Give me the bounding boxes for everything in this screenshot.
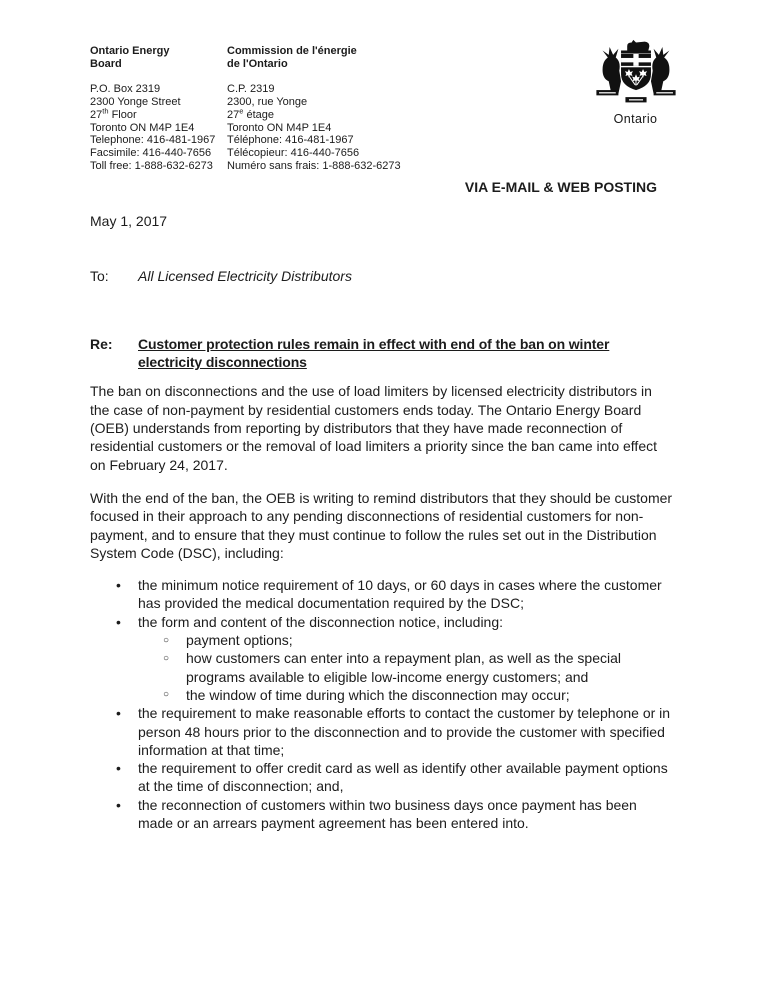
letterhead-english bbox=[90, 45, 215, 173]
address-po-box: P.O. Box 2319 bbox=[90, 82, 161, 95]
ontario-coat-of-arms-icon bbox=[592, 37, 680, 115]
address-facsimile: Télécopieur: 416-440-7656 bbox=[227, 147, 360, 160]
recipient-value: All Licensed Electricity Distributors bbox=[138, 267, 352, 284]
org-name-line1: Ontario Energy bbox=[90, 45, 170, 57]
sub-bullet-list bbox=[138, 631, 673, 704]
address-telephone: Telephone: 416-481-1967 bbox=[90, 134, 216, 147]
address-city: Toronto ON M4P 1E4 bbox=[90, 121, 195, 134]
bullet-list bbox=[90, 576, 673, 832]
sub-bullet-item: ○ the window of time during which the disconnection may occur; bbox=[138, 686, 673, 704]
paragraph-1: The ban on disconnections and the use of load limiters by licensed electricity distributors in the case of non-payment by residential customers ends today. The Ontario Energy Board (OEB) understands from reporting by distributors that they have made reconnection of residential customers or the removal of load limiters a priority since the ban came into effect on February 24, 2017. bbox=[90, 383, 657, 473]
org-name-line2: de l'Ontario bbox=[227, 57, 288, 70]
subject-row bbox=[90, 335, 673, 372]
delivery-method: VIA E-MAIL & WEB POSTING bbox=[464, 179, 657, 195]
letterhead-french bbox=[227, 45, 401, 173]
bullet-item: • the minimum notice requirement of 10 days, or 60 days in cases where the customer has provided the medical documentation required by the DSC; bbox=[90, 576, 673, 613]
sub-bullet-item: ○ payment options; bbox=[138, 631, 673, 649]
address-english bbox=[90, 83, 215, 173]
address-french bbox=[227, 83, 401, 173]
sub-bullet-item: ○ how customers can enter into a repayment plan, as well as the special programs available to eligible low-income energy customers; and bbox=[138, 649, 673, 686]
org-name-french bbox=[227, 45, 401, 71]
subject-text: Customer protection rules remain in effect with end of the ban on winter electricity disconnections bbox=[138, 335, 610, 371]
address-street: 2300, rue Yonge bbox=[227, 95, 308, 108]
address-po-box: C.P. 2319 bbox=[227, 82, 275, 95]
address-floor: 27th Floor bbox=[90, 105, 137, 121]
address-floor: 27e étage bbox=[227, 105, 275, 121]
letter-date: May 1, 2017 bbox=[90, 213, 168, 230]
bullet-item: • the requirement to make reasonable efforts to contact the customer by telephone or in person 48 hours prior to the disconnection and to provide the customer with specified information at that time; bbox=[90, 704, 673, 759]
address-telephone: Téléphone: 416-481-1967 bbox=[227, 134, 354, 147]
bullet-item: • the requirement to offer credit card as well as identify other available payment options at the time of disconnection; and, bbox=[90, 759, 673, 796]
org-name-line2: Board bbox=[90, 57, 122, 70]
org-name-line1: Commission de l'énergie bbox=[227, 45, 357, 57]
bullet-item: • the form and content of the disconnection notice, including: ○ payment options; ○ how customers can enter into a repayment plan, as well as the special programs available to eligible low-income energy customers; and ○ the window of time during which the disconnection may occur; bbox=[90, 613, 673, 704]
address-city: Toronto ON M4P 1E4 bbox=[227, 121, 332, 134]
address-facsimile: Facsimile: 416-440-7656 bbox=[90, 147, 212, 160]
address-street: 2300 Yonge Street bbox=[90, 95, 181, 108]
bullet-item: • the reconnection of customers within two business days once payment has been made or an arrears payment agreement has been entered into. bbox=[90, 796, 673, 833]
logo-caption: Ontario bbox=[613, 112, 658, 126]
ontario-logo bbox=[588, 37, 683, 126]
recipient-row bbox=[90, 267, 673, 285]
address-toll-free: Numéro sans frais: 1-888-632-6273 bbox=[227, 160, 401, 173]
recipient-label: To: bbox=[90, 267, 109, 284]
subject-label: Re: bbox=[90, 335, 113, 352]
letterhead bbox=[90, 45, 673, 173]
org-name-english bbox=[90, 45, 215, 71]
address-toll-free: Toll free: 1-888-632-6273 bbox=[90, 160, 213, 173]
paragraph-2: With the end of the ban, the OEB is writing to remind distributors that they should be customer focused in their approach to any pending disconnections of residential customers for non-payment, and to ensure that they must continue to follow the rules set out in the Distribution System Code (DSC), including: bbox=[90, 489, 673, 561]
